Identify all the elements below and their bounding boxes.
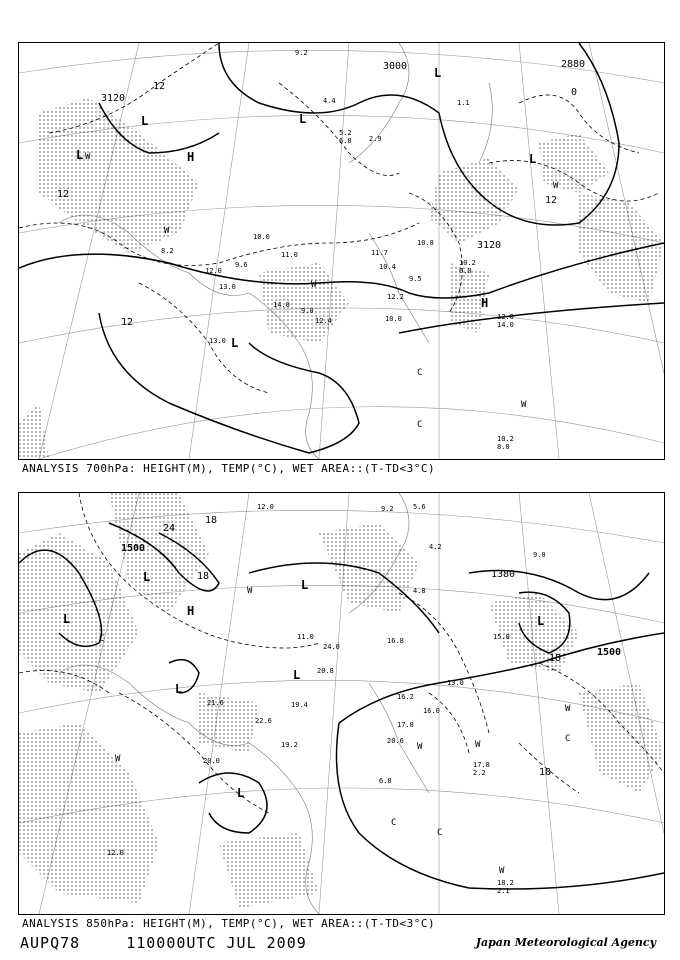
station-value: 4.2 — [429, 543, 442, 551]
valid-time: 110000UTC JUL 2009 — [126, 934, 307, 952]
low-pressure-symbol: L — [143, 570, 151, 584]
station-value: 17.8 — [397, 721, 414, 729]
station-value: 9.2 — [381, 505, 394, 513]
station-value: 9.6 — [235, 261, 248, 269]
chart-code: AUPQ78 — [20, 934, 81, 952]
graticule — [19, 43, 664, 459]
contour-label: 18 — [549, 653, 562, 664]
station-value: 8.2 — [161, 247, 174, 255]
station-value: 14.0 — [497, 321, 514, 329]
station-value: 2.2 — [473, 769, 486, 777]
station-value: 5.2 — [339, 129, 352, 137]
map-panel-850hpa — [18, 492, 665, 915]
low-pressure-symbol: L — [529, 152, 537, 166]
station-value: 16.0 — [423, 707, 440, 715]
agency-credit: Japan Meteorological Agency — [475, 936, 656, 949]
high-pressure-symbol: H — [187, 150, 195, 164]
station-value: 13.0 — [219, 283, 236, 291]
station-value: 5.6 — [413, 503, 426, 511]
station-value: 9.0 — [301, 307, 314, 315]
station-value: 9.2 — [295, 49, 308, 57]
station-value: 17.8 — [473, 761, 490, 769]
warm-center-symbol: W — [565, 704, 571, 714]
height-contours — [19, 43, 664, 453]
station-value: 11.0 — [281, 251, 298, 259]
cold-center-symbol: C — [99, 634, 105, 644]
warm-center-symbol: W — [521, 400, 527, 410]
high-pressure-symbol: H — [481, 296, 489, 310]
station-value: 13.0 — [209, 337, 226, 345]
contour-label: 18 — [539, 767, 552, 778]
station-value: 6.0 — [339, 137, 352, 145]
station-value: 16.8 — [387, 637, 404, 645]
low-pressure-symbol: L — [63, 612, 71, 626]
cold-center-symbol: C — [391, 818, 397, 828]
panel-caption-700hpa: ANALYSIS 700hPa: HEIGHT(M), TEMP(°C), WET AREA::(T-TD<3°C) — [22, 462, 436, 475]
station-value: 18.2 — [497, 879, 514, 887]
contour-label: 1500 — [121, 543, 146, 554]
station-value: 12.2 — [387, 293, 404, 301]
station-value: 24.0 — [323, 643, 340, 651]
contour-label: 18 — [197, 571, 210, 582]
station-value: 1.1 — [457, 99, 470, 107]
station-value: 16.2 — [397, 693, 414, 701]
warm-center-symbol: W — [553, 181, 559, 191]
wet-areas — [19, 493, 664, 908]
warm-center-symbol: W — [164, 226, 170, 236]
contour-label: 3120 — [101, 93, 126, 104]
low-pressure-symbol: L — [293, 668, 301, 682]
low-pressure-symbol: L — [76, 148, 84, 162]
station-value: 12.0 — [497, 313, 514, 321]
station-value: 6.0 — [379, 777, 392, 785]
station-value: 8.0 — [497, 443, 510, 451]
low-pressure-symbol: L — [175, 682, 183, 696]
contour-label: 12 — [153, 81, 166, 92]
station-value: 12.0 — [205, 267, 222, 275]
contour-label: 1500 — [597, 647, 622, 658]
map-850hpa — [19, 493, 664, 914]
warm-center-symbol: W — [115, 754, 121, 764]
map-700hpa — [19, 43, 664, 459]
contour-label: 12 — [545, 195, 558, 206]
station-value: 10.4 — [379, 263, 396, 271]
station-value: 12.0 — [257, 503, 274, 511]
station-value: 10.0 — [253, 233, 270, 241]
contour-label: 0 — [571, 87, 578, 98]
cold-center-symbol: C — [417, 368, 423, 378]
warm-center-symbol: W — [311, 280, 317, 290]
station-value: 14.0 — [273, 301, 290, 309]
warm-center-symbol: W — [499, 866, 505, 876]
station-value: 4.8 — [413, 587, 426, 595]
station-value: 20.0 — [203, 757, 220, 765]
cold-center-symbol: C — [417, 420, 423, 430]
station-value: 20.6 — [387, 737, 404, 745]
station-value: 9.0 — [533, 551, 546, 559]
contour-label: 18 — [205, 515, 218, 526]
station-value: 21.6 — [207, 699, 224, 707]
low-pressure-symbol: L — [301, 578, 309, 592]
contour-label: 12 — [121, 317, 134, 328]
low-pressure-symbol: L — [237, 786, 245, 800]
station-value: 2.1 — [497, 887, 510, 895]
station-value: 9.5 — [409, 275, 422, 283]
warm-center-symbol: W — [417, 742, 423, 752]
station-value: 10.8 — [417, 239, 434, 247]
station-value: 13.0 — [447, 679, 464, 687]
station-value: 20.8 — [317, 667, 334, 675]
contour-label: 3000 — [383, 61, 408, 72]
station-value: 22.6 — [255, 717, 272, 725]
cold-center-symbol: C — [437, 828, 443, 838]
station-value: 11.7 — [371, 249, 388, 257]
contour-label: 12 — [57, 189, 70, 200]
station-value: 12.0 — [107, 849, 124, 857]
station-value: 15.0 — [493, 633, 510, 641]
station-value: 12.4 — [315, 317, 332, 325]
panel-caption-850hpa: ANALYSIS 850hPa: HEIGHT(M), TEMP(°C), WET AREA::(T-TD<3°C) — [22, 917, 436, 930]
warm-center-symbol: W — [247, 586, 253, 596]
chart-identification — [20, 934, 343, 952]
station-value: 11.0 — [297, 633, 314, 641]
low-pressure-symbol: L — [231, 336, 239, 350]
station-value: 2.9 — [369, 135, 382, 143]
wet-areas — [19, 98, 664, 459]
low-pressure-symbol: L — [299, 112, 307, 126]
low-pressure-symbol: L — [434, 66, 442, 80]
station-value: 4.4 — [323, 97, 336, 105]
contour-label: 2880 — [561, 59, 586, 70]
station-value: 10.2 — [459, 259, 476, 267]
station-value: 19.2 — [281, 741, 298, 749]
station-value: 10.2 — [497, 435, 514, 443]
warm-center-symbol: W — [475, 740, 481, 750]
contour-label: 24 — [163, 523, 176, 534]
cold-center-symbol: C — [565, 734, 571, 744]
low-pressure-symbol: L — [537, 614, 545, 628]
station-value: 19.4 — [291, 701, 308, 709]
map-panel-700hpa — [18, 42, 665, 460]
contour-label: 1380 — [491, 569, 516, 580]
high-pressure-symbol: H — [187, 604, 195, 618]
contour-label: 3120 — [477, 240, 502, 251]
warm-center-symbol: W — [85, 152, 91, 162]
station-value: 10.0 — [385, 315, 402, 323]
low-pressure-symbol: L — [141, 114, 149, 128]
station-value: 6.0 — [459, 267, 472, 275]
